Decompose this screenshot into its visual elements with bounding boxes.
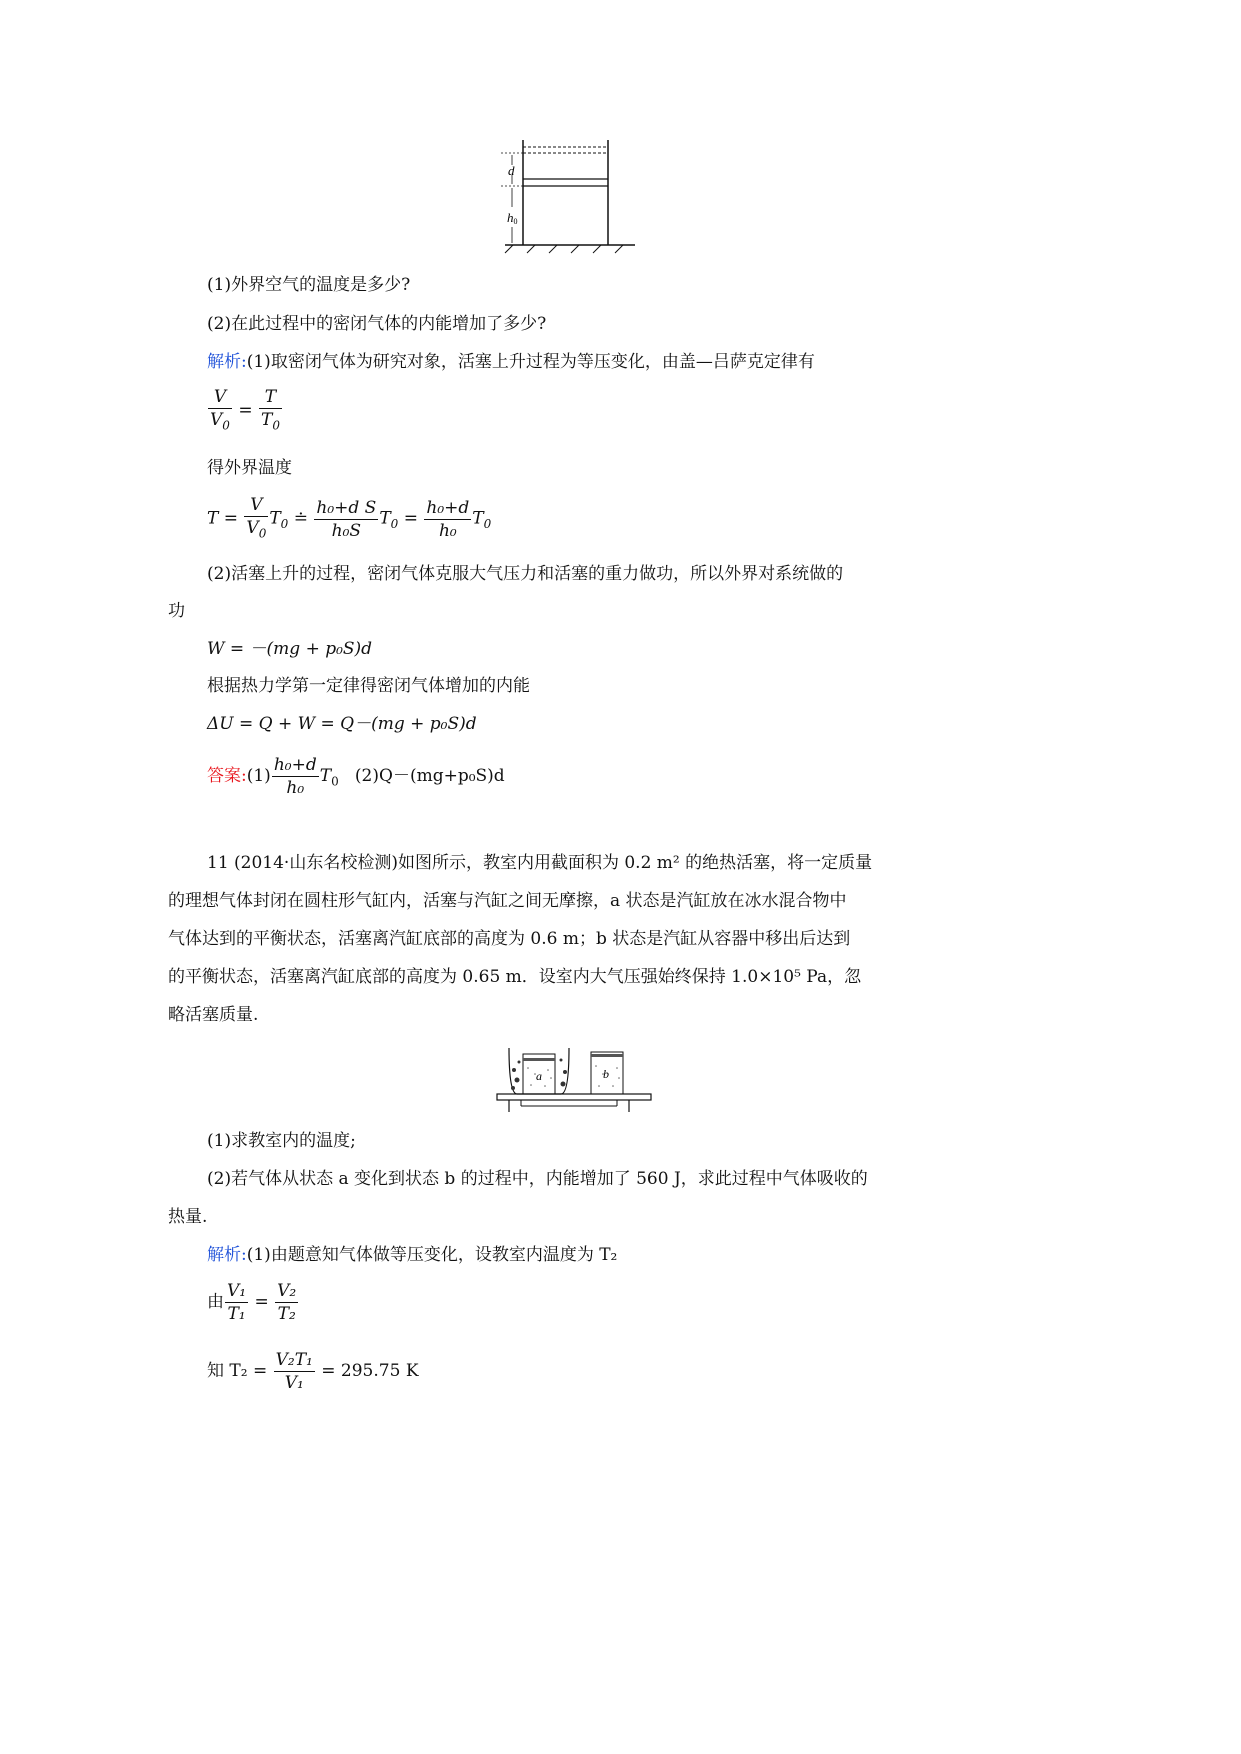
q11-line-1: 11 (2014·山东名校检测)如图所示，教室内用截面积为 0.2 m² 的绝热活塞，将一定质量 [207,853,873,873]
equation-temperature: T = $\frac{V}{V_0}$ $T_0$ ≐ $\frac{\text{h₀+d S}}{\text{h₀S}}$ $T_0$ = $\frac{\text{h₀+d}}{\text{h₀}}$ $T_0$ [207,495,492,541]
q11-line-3: 气体达到的平衡状态，活塞离汽缸底部的高度为 0.6 m；b 状态是汽缸从容器中移出后达到 [168,929,851,949]
analysis-line [207,349,982,375]
answer-line: 答案:(1) $\frac{\text{h₀+d}}{\text{h₀}}$ $T_0$ (2)Q－(mg+p₀S)d [207,755,505,798]
answer-label: 答案: [207,766,247,786]
q11-line-4: 的平衡状态，活塞离汽缸底部的高度为 0.65 m．设室内大气压强始终保持 1.0×10⁵ Pa，忽 [168,967,862,987]
piston-cylinder-figure [495,135,645,260]
work-line-2: 功 [168,601,185,621]
equation-internal-energy: ΔU = Q + W = Q－(mg + p₀S)d [207,714,477,734]
question-sub1: (1)外界空气的温度是多少? [207,275,411,295]
q11-sub2-line2: 热量. [168,1207,208,1227]
equation-ratio: 由 $\frac{\text{V₁}}{\text{T₁}}$ = $\frac{\text{V₂}}{\text{T₂}}$ [207,1281,297,1324]
equation-result: 知 T₂ = $\frac{\text{V₂T₁}}{\text{V₁}}$ = 295.75 K [207,1350,419,1393]
work-line-1: (2)活塞上升的过程，密闭气体克服大气压力和活塞的重力做功，所以外界对系统做的 [207,564,844,584]
q11-line-5: 略活塞质量. [168,1005,259,1025]
q11-sub1: (1)求教室内的温度; [207,1131,356,1151]
first-law-line: 根据热力学第一定律得密闭气体增加的内能 [207,676,530,696]
analysis-text: (1)取密闭气体为研究对象，活塞上升过程为等压变化，由盖—吕萨克定律有 [246,352,815,372]
ext-temp-line: 得外界温度 [207,458,292,478]
q11-sub2-line1: (2)若气体从状态 a 变化到状态 b 的过程中，内能增加了 560 J，求此过程中气体吸收的 [207,1169,868,1189]
equation-gay-lussac: $\frac{V}{V_0}$ = $\frac{T}{T_0}$ [210,387,280,433]
q11-analysis-label: 解析: [207,1245,247,1265]
label-d: d [508,163,515,178]
label-h0: h0 [507,210,518,226]
two-cylinders-figure [495,1040,655,1116]
equation-work: W = －(mg + p₀S)d [207,639,373,659]
analysis-label: 解析: [207,352,247,372]
label-a: a [536,1069,542,1083]
question-sub2: (2)在此过程中的密闭气体的内能增加了多少? [207,314,547,334]
label-b: b [603,1067,609,1081]
q11-analysis-text: (1)由题意知气体做等压变化，设教室内温度为 T₂ [246,1245,618,1265]
q11-line-2: 的理想气体封闭在圆柱形气缸内，活塞与汽缸之间无摩擦，a 状态是汽缸放在冰水混合物中 [168,891,847,911]
q11-analysis-line [207,1242,982,1268]
